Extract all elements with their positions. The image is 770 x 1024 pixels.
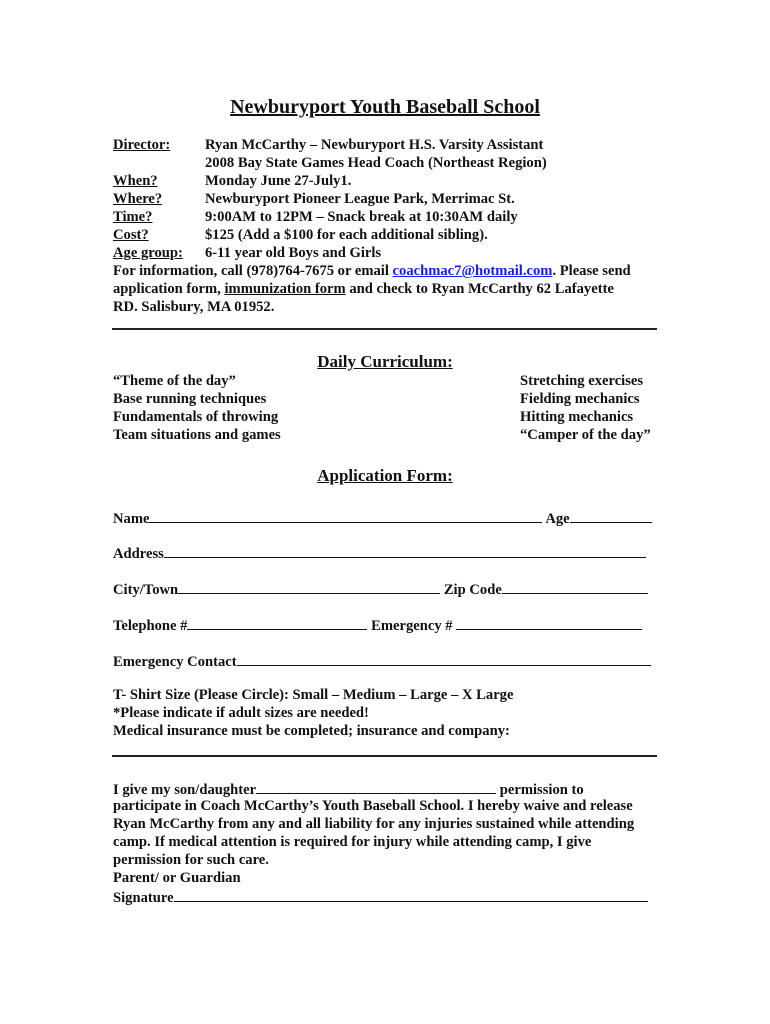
section-divider: [112, 755, 657, 757]
section-divider: [112, 328, 657, 330]
emergency-label: Emergency #: [371, 618, 453, 634]
telephone-label: Telephone #: [113, 618, 188, 634]
director-line-2: 2008 Bay State Games Head Coach (Northeast Region): [205, 155, 547, 171]
emergency-field[interactable]: [456, 615, 642, 630]
curriculum-heading: Daily Curriculum:: [317, 352, 453, 371]
signature-label: Signature: [113, 890, 174, 906]
emergency-contact-row: [113, 651, 651, 671]
zip-label: Zip Code: [443, 582, 502, 598]
director-label: Director:: [113, 137, 171, 153]
address-field[interactable]: [164, 543, 646, 558]
curriculum-item: “Theme of the day”: [113, 373, 236, 389]
contact-line-1: [113, 262, 631, 280]
time-label: Time?: [113, 209, 153, 225]
contact-text: For information, call (978)764-7675 or email: [113, 263, 393, 279]
child-name-field[interactable]: [256, 779, 496, 794]
name-label: Name: [113, 511, 150, 527]
telephone-row: [113, 615, 642, 635]
tshirt-size-line: T- Shirt Size (Please Circle): Small – Medium – Large – X Large: [113, 687, 514, 703]
city-field[interactable]: [178, 579, 440, 594]
page-title: Newburyport Youth Baseball School: [230, 96, 540, 118]
emergency-contact-label: Emergency Contact: [113, 654, 237, 670]
zip-field[interactable]: [502, 579, 648, 594]
waiver-line-1: [113, 779, 584, 799]
when-label: When?: [113, 173, 158, 189]
city-label: City/Town: [113, 582, 179, 598]
adult-size-note: *Please indicate if adult sizes are needed!: [113, 705, 369, 721]
curriculum-item: “Camper of the day”: [520, 427, 651, 443]
contact-line-2: [113, 280, 614, 298]
waiver-line-4: camp. If medical attention is required for injury while attending camp, I give: [113, 834, 592, 850]
name-row: [113, 508, 652, 528]
age-field[interactable]: [570, 508, 652, 523]
signature-row: [113, 887, 648, 907]
telephone-field[interactable]: [187, 615, 367, 630]
waiver-line-3: Ryan McCarthy from any and all liability for any injuries sustained while attending: [113, 816, 635, 832]
immunization-form-link[interactable]: immunization form: [224, 281, 346, 297]
insurance-note: Medical insurance must be completed; insurance and company:: [113, 723, 510, 739]
cost-value: $125 (Add a $100 for each additional sibling).: [205, 227, 488, 243]
email-link[interactable]: coachmac7@hotmail.com: [392, 263, 553, 279]
director-line-1: Ryan McCarthy – Newburyport H.S. Varsity Assistant: [205, 137, 544, 153]
waiver-line-5: permission for such care.: [113, 852, 269, 868]
emergency-contact-field[interactable]: [237, 651, 651, 666]
contact-text: application form,: [113, 281, 225, 297]
age-group-label: Age group:: [113, 245, 183, 261]
when-value: Monday June 27-July1.: [205, 173, 352, 189]
curriculum-item: Base running techniques: [113, 391, 267, 407]
curriculum-item: Team situations and games: [113, 427, 281, 443]
curriculum-item: Stretching exercises: [520, 373, 644, 389]
cost-label: Cost?: [113, 227, 149, 243]
where-value: Newburyport Pioneer League Park, Merrimac St.: [205, 191, 515, 207]
curriculum-item: Fundamentals of throwing: [113, 409, 279, 425]
contact-text-end: and check to Ryan McCarthy 62 Lafayette: [345, 281, 614, 297]
where-label: Where?: [113, 191, 163, 207]
city-zip-row: [113, 579, 648, 599]
time-value: 9:00AM to 12PM – Snack break at 10:30AM daily: [205, 209, 518, 225]
curriculum-item: Fielding mechanics: [520, 391, 640, 407]
waiver-text: I give my son/daughter: [113, 782, 257, 798]
curriculum-item: Hitting mechanics: [520, 409, 634, 425]
guardian-label: Parent/ or Guardian: [113, 870, 241, 886]
signature-field[interactable]: [174, 887, 648, 902]
age-group-value: 6-11 year old Boys and Girls: [205, 245, 382, 261]
application-heading: Application Form:: [317, 466, 453, 485]
waiver-line-2: participate in Coach McCarthy’s Youth Baseball School. I hereby waive and release: [113, 798, 633, 814]
contact-line-3: RD. Salisbury, MA 01952.: [113, 299, 275, 315]
address-row: [113, 543, 646, 563]
contact-text-end: . Please send: [552, 263, 631, 279]
name-field[interactable]: [149, 508, 542, 523]
age-label: Age: [545, 511, 570, 527]
address-label: Address: [113, 546, 164, 562]
waiver-text-end: permission to: [496, 782, 584, 798]
